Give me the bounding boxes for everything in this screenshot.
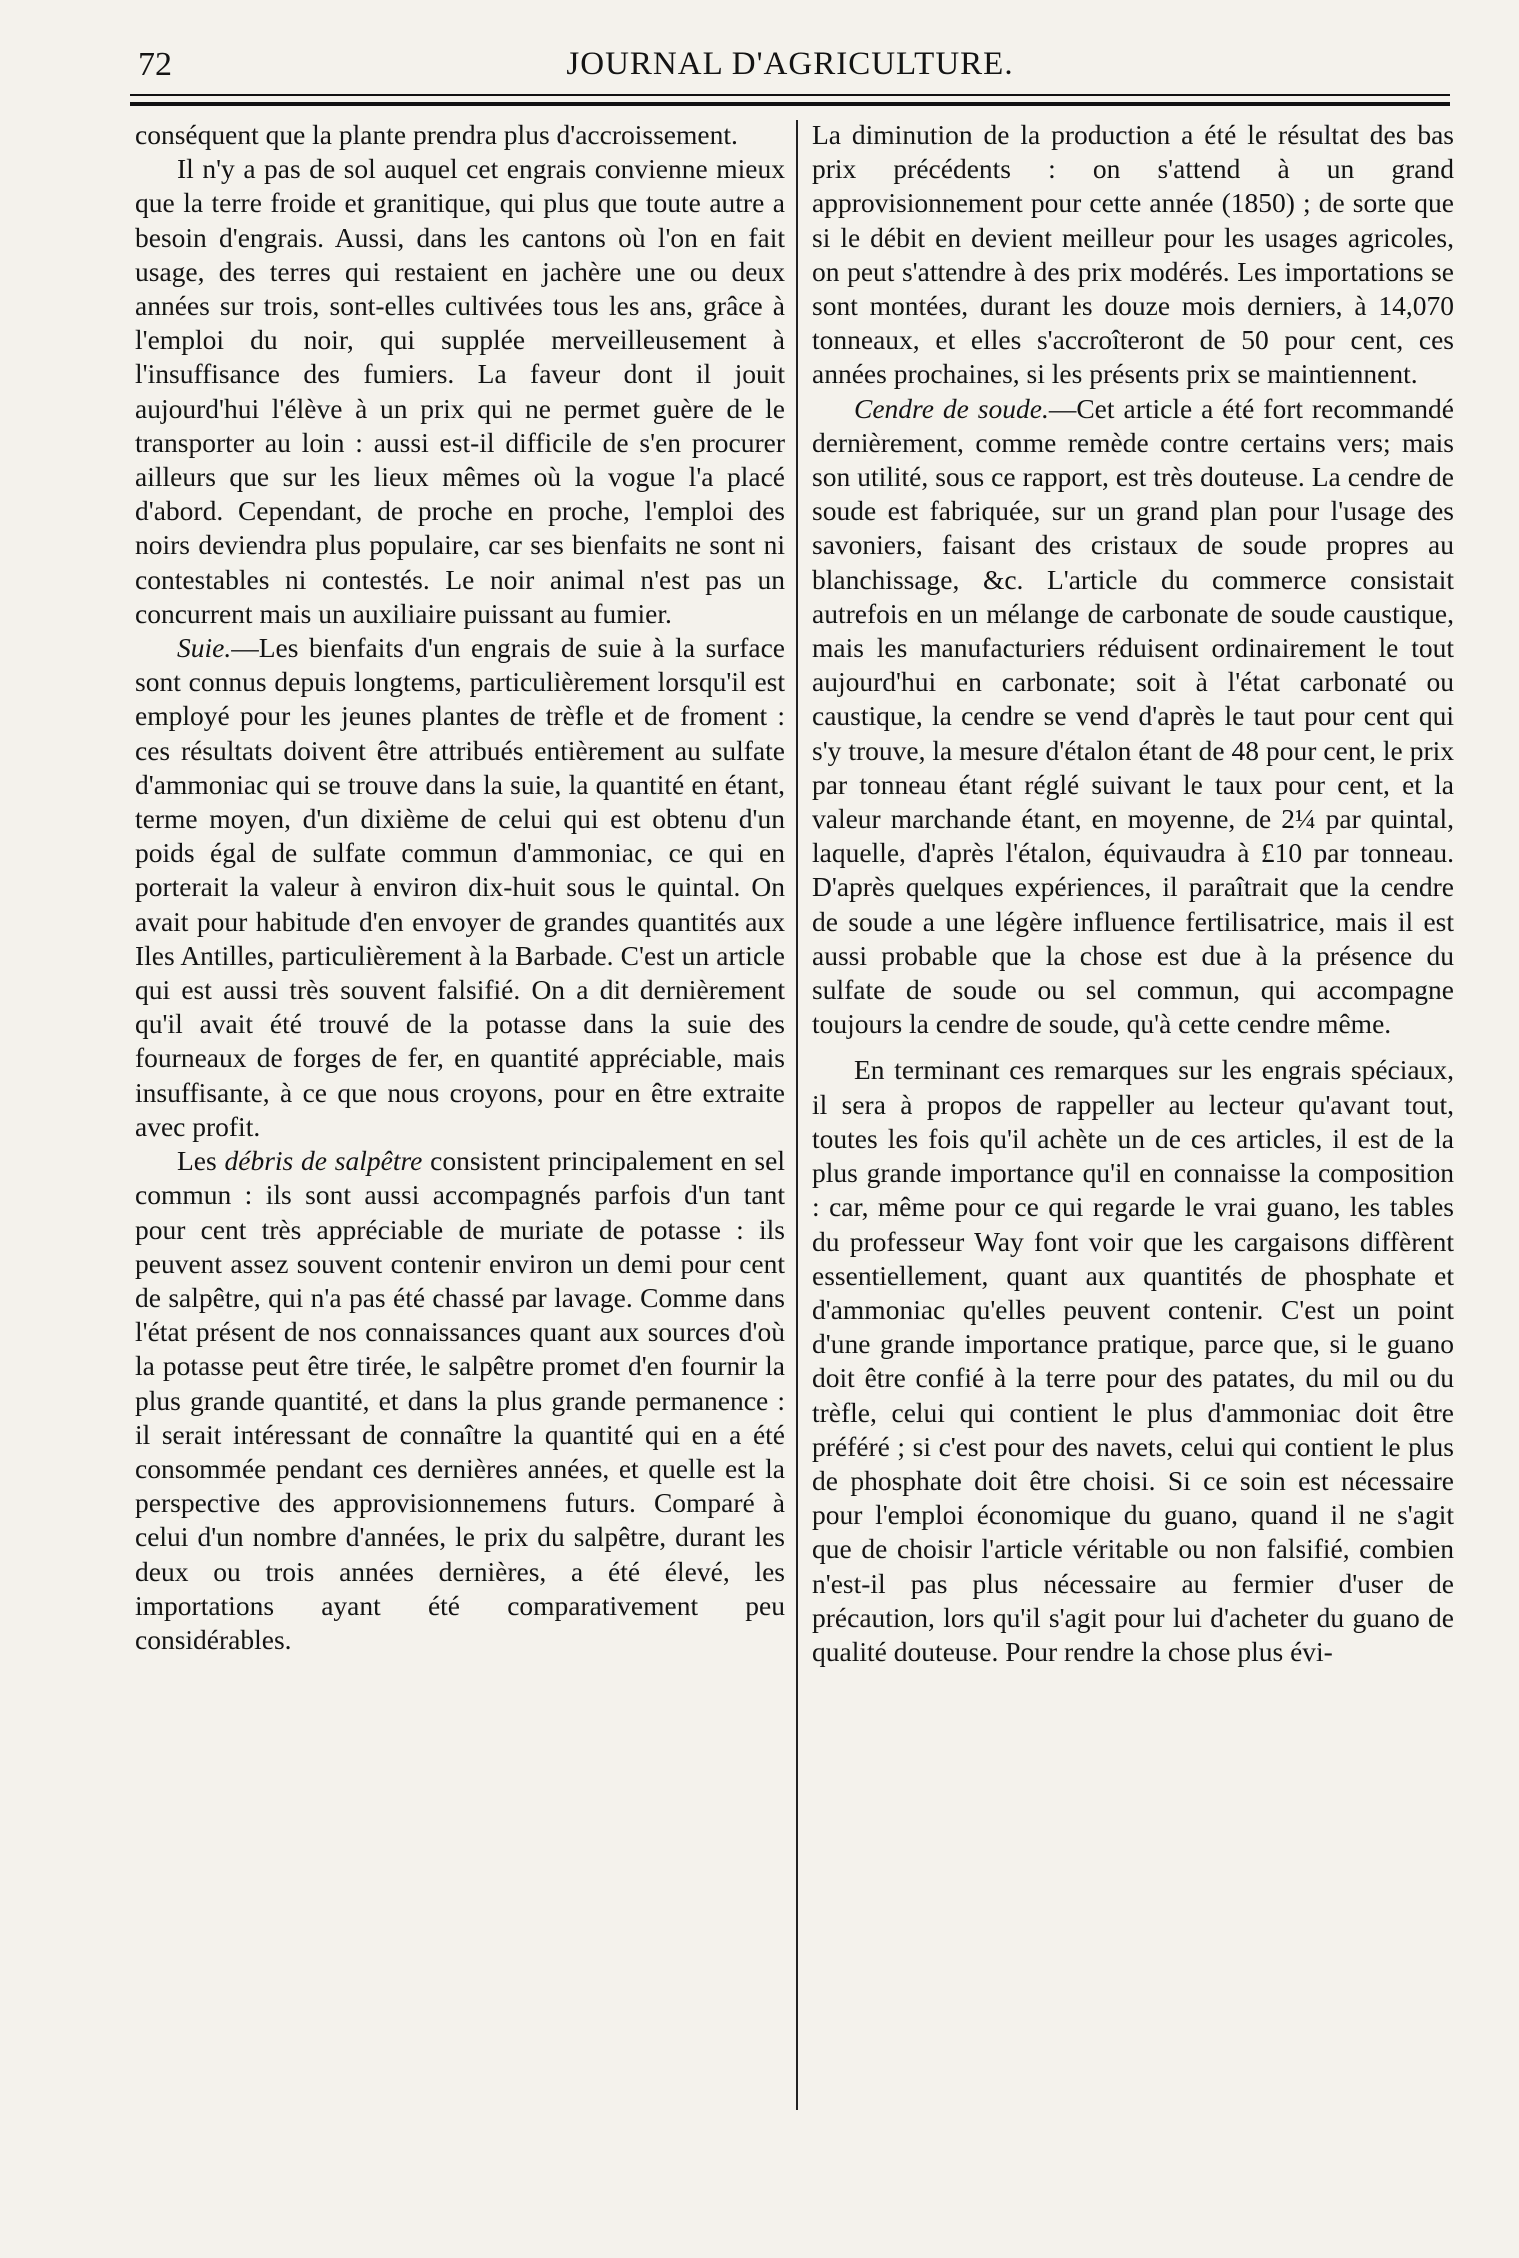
right-column [812, 118, 1454, 1669]
right-paragraph-1: La diminution de la production a été le résultat des bas prix précédents : on s'attend à un grand approvisionnement pour cette année (1850) ; de sorte que si le débit en devient meilleur pour les usages agricoles, on peut s'attendre à des prix modérés. Les importations se sont montées, durant les douze mois derniers, à 14,070 tonneaux, et elles s'accroîteront de 50 pour cent, ces années prochaines, si les présents prix se maintiennent. [812, 119, 1454, 390]
salpetre-text: consistent principalement en sel commun : ils sont aussi accompagnés parfois d'un tant pour cent très appréciable de muriate de potasse : ils peuvent assez souvent contenir environ un demi pour cent de salpêtre, qui n'a pas été chassé par lavage. Comme dans l'état présent de nos connaissances quant aux sources d'où la potasse peut être tirée, le salpêtre promet d'en fournir la plus grande quantité, et dans la plus grande permanence : il serait intéressant de connaître la quantité qui en a été consommée pendant ces dernières années, et quelle est la perspective des approvisionnemens futurs. Comparé à celui d'un nombre d'années, le prix du salpêtre, durant les deux ou trois années dernières, a été élevé, les importations ayant été comparativement peu considérables. [135, 1145, 785, 1655]
left-column [135, 118, 785, 1657]
suie-text: —Les bienfaits d'un engrais de suie à la surface sont connus depuis longtems, particulièrement lorsqu'il est employé pour les jeunes plantes de trèfle et de froment : ces résultats doivent être attribués entièrement au sulfate d'ammoniac qui se trouve dans la suie, la quantité en étant, terme moyen, d'un dixième de celui qui est obtenu d'un poids égal de sulfate commun d'ammoniac, ce qui en porterait la valeur à environ dix-huit sous le quintal. On avait pour habitude d'en envoyer de grandes quantités aux Iles Antilles, particulièrement à la Barbade. C'est un article qui est aussi très souvent falsifié. On a dit dernièrement qu'il avait été trouvé de la potasse dans la suie des fourneaux de forges de fer, en quantité appréciable, mais insuffisante, à ce que nous croyons, pour en être extraite avec profit. [135, 632, 785, 1142]
right-paragraph-conclusion: En terminant ces remarques sur les engrais spéciaux, il sera à propos de rappeller au lecteur qu'avant tout, toutes les fois qu'il achète un de ces articles, il est de la plus grande importance qu'il en connaisse la composition : car, même pour ce qui regarde le vrai guano, les tables du professeur Way font voir que les cargaisons diffèrent essentiellement, quant aux quantités de phosphate et d'ammoniac qu'elles peuvent contenir. C'est un point d'une grande importance pratique, parce que, si le guano doit être confié à la terre pour des patates, du mil ou du trèfle, celui qui contient le plus d'ammoniac doit être préféré ; si c'est pour des navets, celui qui contient le plus de phosphate doit être choisi. Si ce soin est nécessaire pour l'emploi économique du guano, quand il ne s'agit que de choisir l'article véritable ou non falsifié, combien n'est-il pas plus nécessaire au fermier d'user de précaution, lors qu'il s'agit pour lui d'acheter du guano de qualité douteuse. Pour rendre la chose plus évi- [812, 1054, 1454, 1667]
salpetre-term: débris de salpêtre [224, 1145, 423, 1177]
header-rule-thick [130, 102, 1450, 106]
section-lead-suie: Suie. [177, 632, 232, 664]
cendre-text: —Cet article a été fort recommandé dernièrement, comme remède contre certains vers; mais son utilité, sous ce rapport, est très douteuse. La cendre de soude est fabriquée, sur un grand plan pour l'usage des savoniers, faisant des cristaux de soude propres au blanchissage, &c. L'article du commerce consistait autrefois en un mélange de carbonate de soude caustique, mais les manufacturiers réduisent ordinairement le tout aujourd'hui en carbonate; soit à l'état carbonaté ou caustique, la cendre se vend d'après le taut pour cent qui s'y trouve, la mesure d'étalon étant de 48 pour cent, le prix par tonneau étant réglé suivant le taux pour cent, et la valeur marchande étant, en moyenne, de 2¼ par quintal, laquelle, d'après l'étalon, équivaudra à £10 par tonneau. D'après quelques expériences, il paraîtrait que la cendre de soude a une légère influence fertilisatrice, mais il est aussi probable que la chose est due à la présence du sulfate de soude ou sel commun, qui accompagne toujours la cendre de soude, qu'à cette cendre même. [812, 392, 1454, 1040]
running-title: JOURNAL D'AGRICULTURE. [566, 46, 1014, 82]
left-paragraph-1: conséquent que la plante prendra plus d'accroissement. [135, 119, 738, 150]
left-paragraph-suie [135, 631, 785, 1144]
header-rule-thin [130, 94, 1450, 96]
right-paragraph-cendre [812, 392, 1454, 1042]
left-paragraph-2: Il n'y a pas de sol auquel cet engrais convienne mieux que la terre froide et granitique, qui plus que toute autre a besoin d'engrais. Aussi, dans les cantons où l'on en fait usage, des terres qui restaient en jachère une ou deux années sur trois, sont-elles cultivées tous les ans, grâce à l'emploi du noir, qui supplée merveilleusement à l'insuffisance des fumiers. La faveur dont il jouit aujourd'hui l'élève à un prix qui ne permet guère de le transporter au loin : aussi est-il difficile de s'en procurer ailleurs que sur les lieux mêmes où la vogue l'a placé d'abord. Cependant, de proche en proche, l'emploi des noirs deviendra plus populaire, car ses bienfaits ne sont ni contestables ni contestés. Le noir animal n'est pas un concurrent mais un auxiliaire puissant au fumier. [135, 153, 785, 629]
page-number: 72 [138, 46, 172, 83]
column-divider [796, 120, 798, 2110]
page-header [130, 40, 1450, 83]
salpetre-start: Les [177, 1145, 225, 1177]
section-lead-cendre: Cendre de soude. [854, 392, 1049, 424]
left-paragraph-salpetre [135, 1144, 785, 1657]
